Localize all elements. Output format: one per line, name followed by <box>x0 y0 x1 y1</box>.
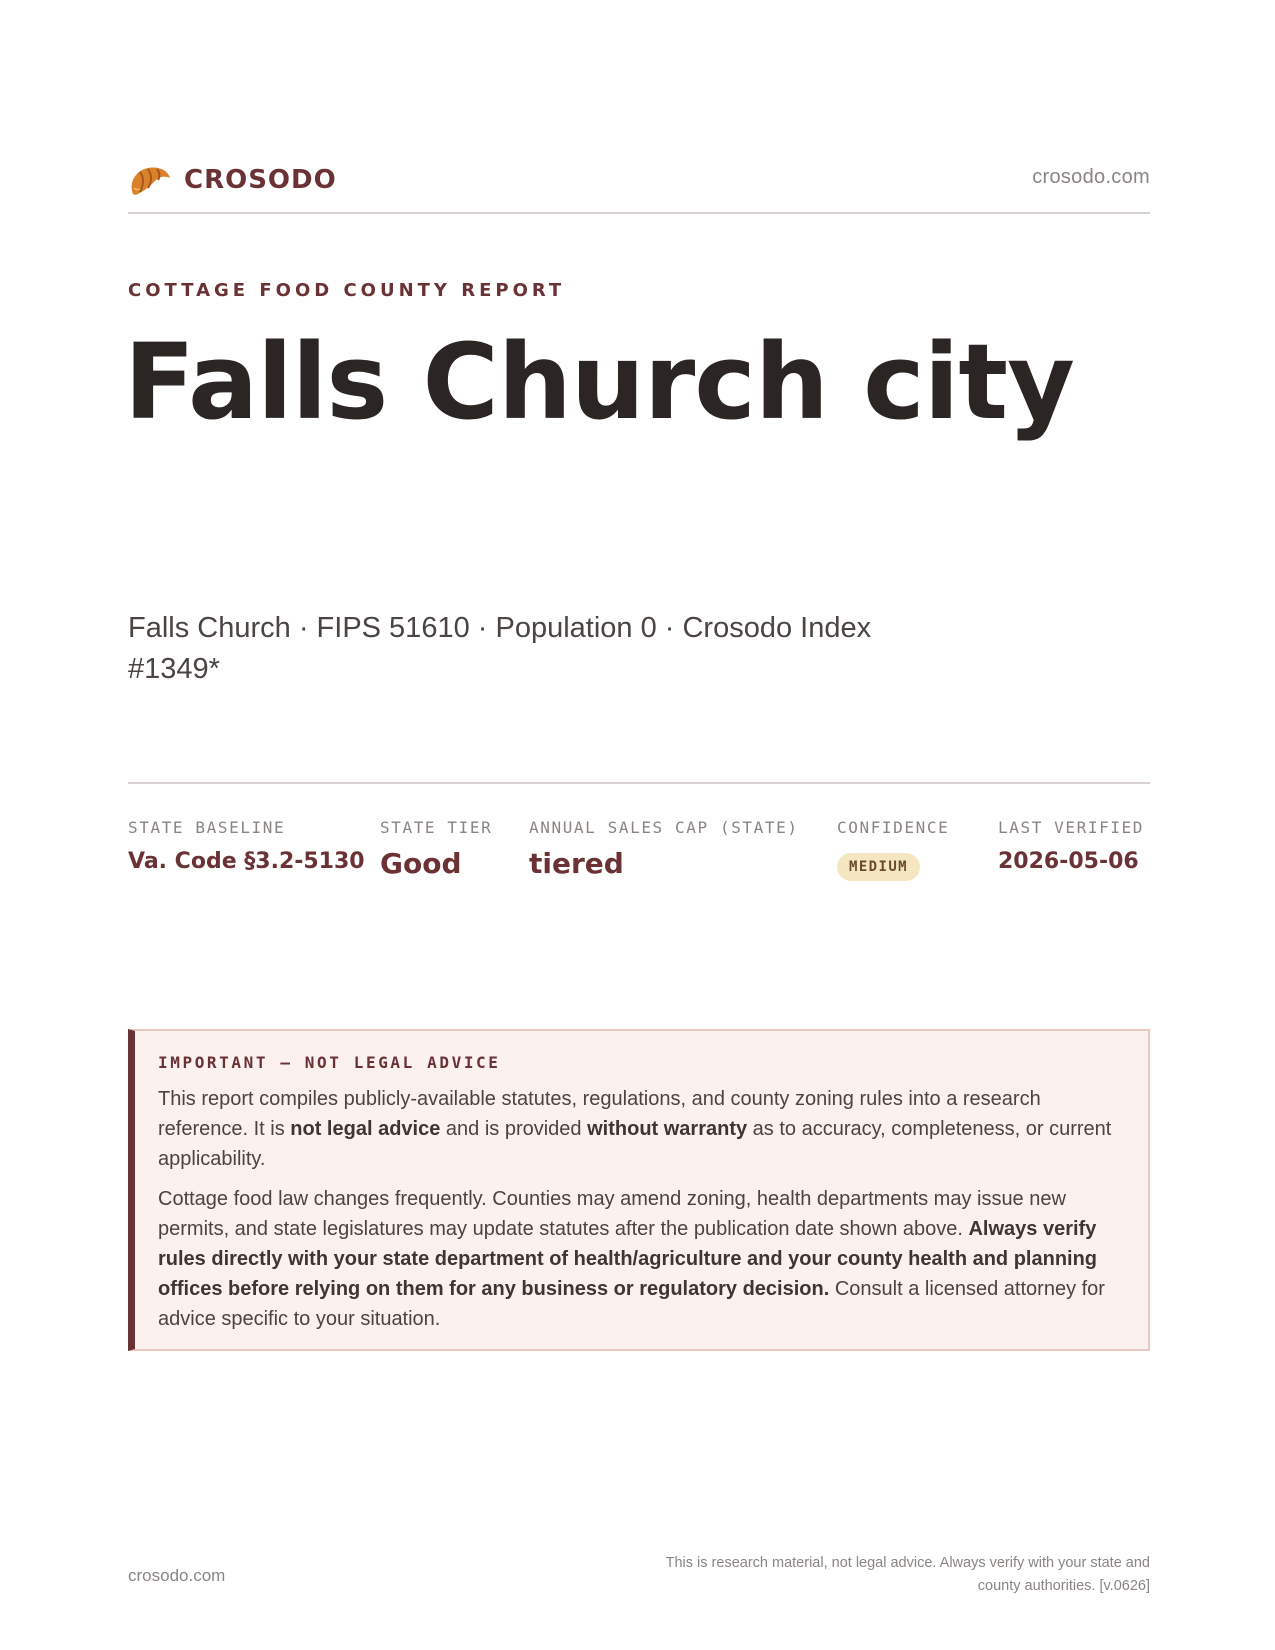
croissant-icon <box>128 160 172 200</box>
notice-text: Cottage food law changes frequently. Counties may amend zoning, health departments may issue new permits, and state legislatures may update statutes after the publication date shown above. <box>158 1188 1066 1240</box>
brand-name: CROSODO <box>184 165 337 195</box>
fact-state-tier <box>380 818 492 880</box>
notice-paragraph <box>158 1184 1122 1334</box>
brand[interactable] <box>128 160 337 200</box>
report-subtitle: Falls Church · FIPS 51610 · Population 0 · Crosodo Index #1349* <box>128 612 872 685</box>
notice-paragraph <box>158 1084 1122 1174</box>
notice-emphasis: without warranty <box>587 1118 748 1140</box>
fact-value: 2026-05-06 <box>998 849 1139 874</box>
notice-text: and is provided <box>440 1118 588 1140</box>
legal-notice <box>128 1029 1150 1351</box>
notice-text: Consult a licensed attorney for advice specific to your situation. <box>158 1278 1105 1330</box>
notice-text: This report compiles publicly-available statutes, regulations, and county zoning rules into a research reference. It is <box>158 1088 1041 1140</box>
fact-confidence <box>837 818 949 881</box>
footer-disclaimer: This is research material, not legal advice. Always verify with your state and county authorities. [v.0626] <box>665 1555 1150 1594</box>
status-badge: MEDIUM <box>837 853 920 881</box>
fact-label: ANNUAL SALES CAP (STATE) <box>529 818 799 837</box>
fact-value: tiered <box>529 847 624 880</box>
divider <box>128 782 1150 784</box>
fact-last-verified <box>998 818 1144 874</box>
notice-title: IMPORTANT — NOT LEGAL ADVICE <box>158 1053 501 1072</box>
fact-annual-sales-cap <box>529 818 799 880</box>
notice-emphasis: not legal advice <box>290 1118 441 1140</box>
page-header <box>128 156 1150 214</box>
fact-value: Va. Code §3.2-5130 <box>128 849 365 874</box>
notice-emphasis: Always verify rules directly with your state department of health/agriculture and your county health and planning offices before relying on them for any business or regulatory decision. <box>158 1218 1098 1300</box>
fact-label: CONFIDENCE <box>837 818 950 837</box>
footer-site-link[interactable]: crosodo.com <box>128 1566 226 1585</box>
fact-label: LAST VERIFIED <box>998 818 1145 837</box>
fact-label: STATE TIER <box>380 818 493 837</box>
page-title: Falls Church city <box>124 321 1074 443</box>
report-eyebrow: COTTAGE FOOD COUNTY REPORT <box>128 280 566 301</box>
fact-state-baseline <box>128 818 365 874</box>
fact-label: STATE BASELINE <box>128 818 286 837</box>
fact-value: Good <box>380 847 462 880</box>
report-page <box>124 0 1150 1650</box>
site-link[interactable]: crosodo.com <box>1032 166 1150 188</box>
notice-text: as to accuracy, completeness, or current applicability. <box>158 1118 1112 1170</box>
